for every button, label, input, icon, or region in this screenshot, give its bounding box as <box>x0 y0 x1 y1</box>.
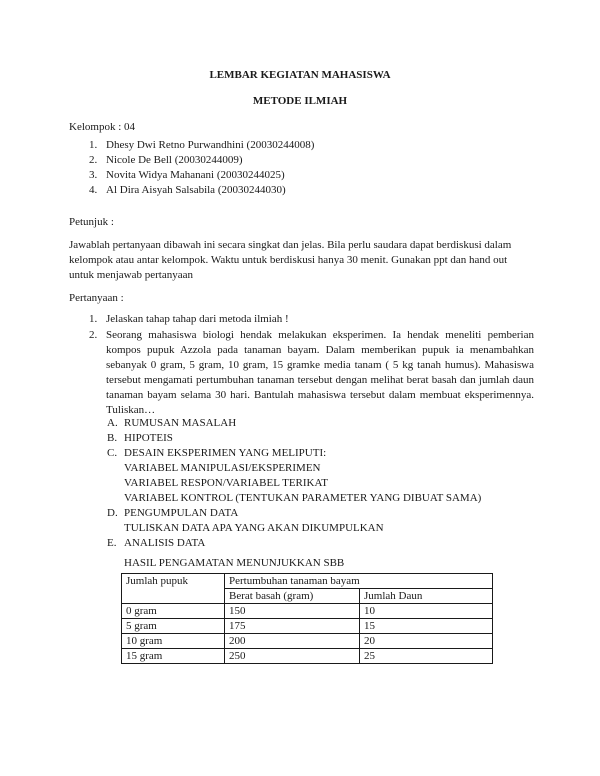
member-name: Al Dira Aisyah Salsabila (20030244030) <box>106 184 286 196</box>
table-row <box>122 604 493 619</box>
petunjuk-heading: Petunjuk : <box>69 216 114 228</box>
table-cell: 200 <box>225 634 360 649</box>
observation-table <box>121 573 493 664</box>
subitem-b: B. HIPOTEIS <box>107 432 173 444</box>
member-name: Nicole De Bell (20030244009) <box>106 154 243 166</box>
question-number: 1. <box>89 313 98 325</box>
table-cell: 0 gram <box>122 604 225 619</box>
list-item <box>89 183 314 198</box>
table-cell: 250 <box>225 649 360 664</box>
subitem-c-line: VARIABEL KONTROL (TENTUKAN PARAMETER YANG DIBUAT SAMA) <box>124 492 482 504</box>
table-cell: 15 gram <box>122 649 225 664</box>
question-1 <box>89 312 534 327</box>
subitem-a: A. RUMUSAN MASALAH <box>107 417 237 429</box>
table-header-cell: Pertumbuhan tanaman bayam <box>225 574 493 589</box>
pertanyaan-heading: Pertanyaan : <box>69 292 124 304</box>
table-cell: 25 <box>360 649 493 664</box>
member-name: Dhesy Dwi Retno Purwandhini (20030244008) <box>106 139 315 151</box>
table-cell: 175 <box>225 619 360 634</box>
member-name: Novita Widya Mahanani (20030244025) <box>106 169 285 181</box>
subitem-d: D. PENGUMPULAN DATA <box>107 507 239 519</box>
subitem-c: C. DESAIN EKSPERIMEN YANG MELIPUTI: <box>107 447 327 459</box>
question-number: 2. <box>89 329 98 341</box>
list-number: 1. <box>89 139 98 151</box>
table-header-cell: Berat basah (gram) <box>225 589 360 604</box>
table-header-cell: Jumlah pupuk <box>122 574 225 604</box>
table-header-cell: Jumlah Daun <box>360 589 493 604</box>
question-2 <box>89 328 534 416</box>
table-cell: 150 <box>225 604 360 619</box>
member-list <box>89 138 314 198</box>
kelompok-label: Kelompok : 04 <box>69 121 135 133</box>
document-title: LEMBAR KEGIATAN MAHASISWA <box>209 69 391 81</box>
list-number: 4. <box>89 184 98 196</box>
list-number: 2. <box>89 154 98 166</box>
subitem-c-line: VARIABEL MANIPULASI/EKSPERIMEN <box>124 462 321 474</box>
table-cell: 10 gram <box>122 634 225 649</box>
table-cell: 20 <box>360 634 493 649</box>
table-header-row <box>122 574 493 589</box>
question-text: Seorang mahasiswa biologi hendak melakukan eksperimen. Ia hendak meneliti pemberian kompos pupuk Azzola pada tanaman bayam. Dalam memberikan pupuk ia menambahkan sebanyak 0 gram, 5 gram, 10 gram, 15 gramke media tanam ( 5 kg tanah humus). Mahasiswa tersebut mengamati pertumbuhan tanaman tersebut dengan melihat berat basah dan jumlah daun tanaman bayam selama 30 hari. Bantulah mahasiswa tersebut dalam membuat eksperimennya. Tuliskan… <box>106 329 534 416</box>
list-item <box>89 168 314 183</box>
table-row <box>122 649 493 664</box>
table-cell: 5 gram <box>122 619 225 634</box>
question-subitems <box>107 416 481 551</box>
table-cell: 10 <box>360 604 493 619</box>
list-number: 3. <box>89 169 98 181</box>
list-item <box>89 153 314 168</box>
table-cell: 15 <box>360 619 493 634</box>
table-row <box>122 619 493 634</box>
subitem-d-line: TULISKAN DATA APA YANG AKAN DIKUMPULKAN <box>124 522 384 534</box>
list-item <box>89 138 314 153</box>
hasil-heading: HASIL PENGAMATAN MENUNJUKKAN SBB <box>124 557 345 569</box>
table-row <box>122 634 493 649</box>
subitem-e: E. ANALISIS DATA <box>107 537 206 549</box>
question-text: Jelaskan tahap tahap dari metoda ilmiah ! <box>106 313 289 325</box>
document-subtitle: METODE ILMIAH <box>252 95 348 107</box>
petunjuk-paragraph: Jawablah pertanyaan dibawah ini secara singkat dan jelas. Bila perlu saudara dapat berdiskusi dalam kelompok atau antar kelompok. Waktu untuk berdiskusi hanya 30 menit. Gunakan ppt dan hand out untuk menjawab pertanyaan <box>69 239 512 281</box>
subitem-c-line: VARIABEL RESPON/VARIABEL TERIKAT <box>124 477 328 489</box>
